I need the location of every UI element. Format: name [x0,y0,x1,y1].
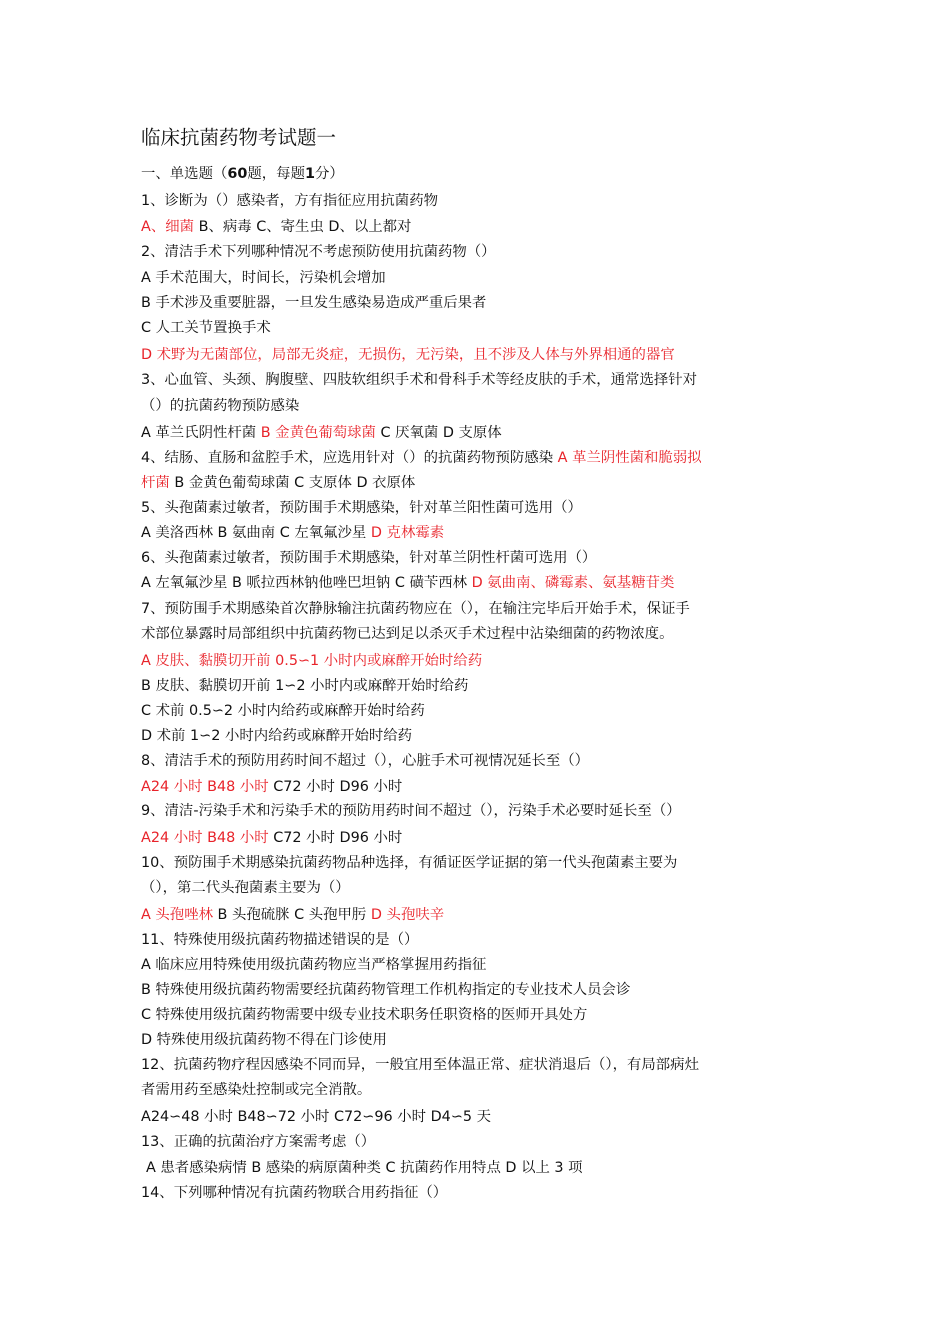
question-3-stem-line-1: 3、心血管、头颈、胸腹壁、四肢软组织手术和骨科手术等经皮肤的手术，通常选择针对 [141,372,698,388]
question-11-option-a: A 临床应用特殊使用级抗菌药物应当严格掌握用药指征 [141,957,487,973]
question-7-stem-line-2: 术部位暴露时局部组织中抗菌药物已达到足以杀灭手术过程中沾染细菌的药物浓度。 [141,626,674,642]
question-2-option-b: B 手术涉及重要脏器，一旦发生感染易造成严重后果者 [141,295,487,311]
question-6-stem: 6、头孢菌素过敏者，预防围手术期感染，针对革兰阴性杆菌可选用（） [141,550,597,566]
answer-highlight: B 金黄色葡萄球菌 [260,425,376,441]
question-2-option-d-answer: D 术野为无菌部位，局部无炎症，无损伤，无污染，且不涉及人体与外界相通的器官 [141,347,675,363]
question-count: 60 [227,166,248,182]
question-5-stem: 5、头孢菌素过敏者，预防围手术期感染，针对革兰阳性菌可选用（） [141,500,582,516]
question-1-stem: 1、诊断为（）感染者，方有指征应用抗菌药物 [141,193,438,209]
question-6-options: A 左氧氟沙星 B 哌拉西林钠他唑巴坦钠 C 磺苄西林 D 氨曲南、磷霉素、氨基糖苷类 [141,575,675,591]
question-2-option-a: A 手术范围大，时间长，污染机会增加 [141,270,386,286]
answer-highlight: A 革兰阴性菌和脆弱拟 [557,450,702,466]
question-4-options: 杆菌 B 金黄色葡萄球菌 C 支原体 D 衣原体 [141,475,416,491]
question-2-option-c: C 人工关节置换手术 [141,320,271,336]
question-3-stem-line-2: （）的抗菌药物预防感染 [141,398,300,414]
question-10-options: A 头孢唑林 B 头孢硫脒 C 头孢甲肟 D 头孢呋辛 [141,907,445,923]
question-14-stem: 14、下列哪种情况有抗菌药物联合用药指征（） [141,1185,448,1201]
question-7-option-c: C 术前 0.5∽2 小时内给药或麻醉开始时给药 [141,703,425,719]
answer-highlight: D 氨曲南、磷霉素、氨基糖苷类 [471,575,675,591]
answer-highlight: D 克林霉素 [370,525,445,541]
question-7-stem-line-1: 7、预防围手术期感染首次静脉输注抗菌药物应在（），在输注完毕后开始手术，保证手 [141,601,690,617]
question-9-stem: 9、清洁-污染手术和污染手术的预防用药时间不超过（），污染手术必要时延长至（） [141,803,681,819]
question-3-options: A 革兰氏阴性杆菌 B 金黄色葡萄球菌 C 厌氧菌 D 支原体 [141,425,502,441]
question-12-options: A24∽48 小时 B48∽72 小时 C72∽96 小时 D4∽5 天 [141,1109,492,1125]
question-12-stem-line-1: 12、抗菌药物疗程因感染不同而异，一般宜用至体温正常、症状消退后（），有局部病灶 [141,1057,699,1073]
answer-highlight: A24 小时 [141,830,208,846]
question-5-options: A 美洛西林 B 氨曲南 C 左氧氟沙星 D 克林霉素 [141,525,445,541]
question-7-option-b: B 皮肤、黏膜切开前 1∽2 小时内或麻醉开始时给药 [141,678,469,694]
answer-highlight: D 头孢呋辛 [370,907,445,923]
question-7-option-d: D 术前 1∽2 小时内给药或麻醉开始时给药 [141,728,413,744]
answer-highlight: B48 小时 [207,779,269,795]
question-10-stem-line-1: 10、预防围手术期感染抗菌药物品种选择，有循证医学证据的第一代头孢菌素主要为 [141,855,678,871]
question-score: 1 [304,166,315,182]
question-4-stem: 4、结肠、直肠和盆腔手术，应选用针对（）的抗菌药物预防感染 A 革兰阴性菌和脆弱拟 [141,450,702,466]
answer-highlight: A 头孢唑林 [141,907,213,923]
question-11-option-d: D 特殊使用级抗菌药物不得在门诊使用 [141,1032,387,1048]
page-title: 临床抗菌药物考试题一 [141,126,337,149]
question-11-stem: 11、特殊使用级抗菌药物描述错误的是（） [141,932,419,948]
question-1-options: A、细菌 B、病毒 C、寄生虫 D、以上都对 [141,219,412,235]
question-9-options: A24 小时 B48 小时 C72 小时 D96 小时 [141,830,403,846]
question-8-stem: 8、清洁手术的预防用药时间不超过（），心脏手术可视情况延长至（） [141,753,590,769]
section-heading: 一、单选题（60题，每题1分） [141,166,344,182]
answer-highlight: A、细菌 [141,219,195,235]
answer-highlight: A24 小时 [141,779,208,795]
question-10-stem-line-2: （），第二代头孢菌素主要为（） [141,880,350,896]
question-8-options: A24 小时 B48 小时 C72 小时 D96 小时 [141,779,403,795]
question-7-option-a-answer: A 皮肤、黏膜切开前 0.5∽1 小时内或麻醉开始时给药 [141,653,483,669]
question-11-option-c: C 特殊使用级抗菌药物需要中级专业技术职务任职资格的医师开具处方 [141,1007,588,1023]
question-11-option-b: B 特殊使用级抗菌药物需要经抗菌药物管理工作机构指定的专业技术人员会诊 [141,982,631,998]
answer-highlight: 杆菌 [141,475,170,491]
question-2-stem: 2、清洁手术下列哪种情况不考虑预防使用抗菌药物（） [141,244,496,260]
answer-highlight: B48 小时 [207,830,269,846]
question-12-stem-line-2: 者需用药至感染灶控制或完全消散。 [141,1082,372,1098]
question-13-stem: 13、正确的抗菌治疗方案需考虑（） [141,1134,376,1150]
question-13-options: A 患者感染病情 B 感染的病原菌种类 C 抗菌药作用特点 D 以上 3 项 [146,1160,583,1176]
